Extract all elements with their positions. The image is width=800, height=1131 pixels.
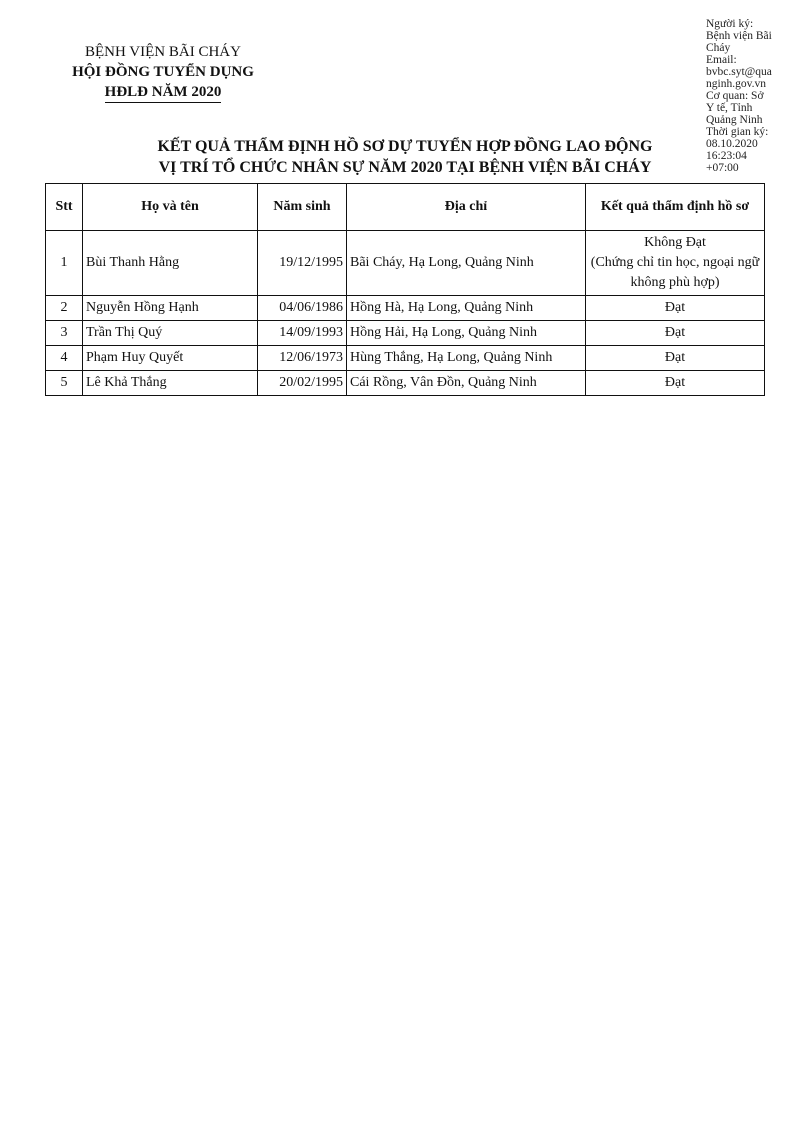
header-name: Họ và tên: [83, 184, 258, 231]
cell-name: Trần Thị Quý: [83, 321, 258, 346]
signature-line: Email:: [706, 54, 737, 66]
cell-address: Hồng Hà, Hạ Long, Quảng Ninh: [347, 296, 586, 321]
results-table: [45, 183, 765, 396]
header-stt: Stt: [46, 184, 83, 231]
signature-line: Bệnh viện Bãi: [706, 30, 772, 42]
cell-address: Bãi Cháy, Hạ Long, Quảng Ninh: [347, 231, 586, 296]
signature-line: Người ký:: [706, 18, 754, 30]
table-row: [46, 231, 765, 296]
cell-result: Đạt: [586, 321, 765, 346]
table-row: [46, 321, 765, 346]
cell-stt: 5: [46, 371, 83, 396]
cell-stt: 2: [46, 296, 83, 321]
signature-line: bvbc.syt@qua: [706, 66, 772, 78]
result-text: Không Đạt: [644, 235, 706, 250]
signature-line: +07:00: [706, 162, 739, 174]
signature-line: Y tế, Tỉnh: [706, 102, 753, 114]
cell-result: Đạt: [586, 346, 765, 371]
cell-address: Hùng Thắng, Hạ Long, Quảng Ninh: [347, 346, 586, 371]
organization-header: [48, 42, 278, 103]
cell-name: Lê Khả Thắng: [83, 371, 258, 396]
cell-dob: 04/06/1986: [258, 296, 347, 321]
contract-year-text: HĐLĐ NĂM 2020: [105, 82, 222, 103]
table-header-row: [46, 184, 765, 231]
cell-dob: 12/06/1973: [258, 346, 347, 371]
cell-name: Nguyễn Hồng Hạnh: [83, 296, 258, 321]
document-title: [100, 136, 710, 178]
cell-address: Cái Rồng, Vân Đồn, Quảng Ninh: [347, 371, 586, 396]
table-row: [46, 371, 765, 396]
signature-line: Quảng Ninh: [706, 114, 763, 126]
cell-name: Phạm Huy Quyết: [83, 346, 258, 371]
cell-address: Hồng Hải, Hạ Long, Quảng Ninh: [347, 321, 586, 346]
digital-signature: [706, 18, 796, 174]
signature-line: Thời gian ký:: [706, 126, 769, 138]
hospital-name: BỆNH VIỆN BÃI CHÁY: [85, 44, 241, 60]
header-result: Kết quả thẩm định hồ sơ: [586, 184, 765, 231]
signature-line: 08.10.2020: [706, 138, 758, 150]
cell-dob: 19/12/1995: [258, 231, 347, 296]
table-row: [46, 296, 765, 321]
header-address: Địa chỉ: [347, 184, 586, 231]
signature-line: Cháy: [706, 42, 731, 54]
cell-stt: 1: [46, 231, 83, 296]
signature-line: Cơ quan: Sở: [706, 90, 764, 102]
table-row: [46, 346, 765, 371]
signature-line: 16:23:04: [706, 150, 747, 162]
cell-dob: 14/09/1993: [258, 321, 347, 346]
council-name: HỘI ĐỒNG TUYỂN DỤNG: [72, 64, 254, 80]
title-line-1: KẾT QUẢ THẨM ĐỊNH HỒ SƠ DỰ TUYỂN HỢP ĐỒNG LAO ĐỘNG: [157, 138, 653, 155]
cell-result: [586, 231, 765, 296]
contract-year: [48, 82, 278, 103]
cell-stt: 3: [46, 321, 83, 346]
title-line-2: VỊ TRÍ TỔ CHỨC NHÂN SỰ NĂM 2020 TẠI BỆNH VIỆN BÃI CHÁY: [158, 159, 652, 176]
cell-stt: 4: [46, 346, 83, 371]
signature-line: nginh.gov.vn: [706, 78, 766, 90]
cell-dob: 20/02/1995: [258, 371, 347, 396]
cell-name: Bùi Thanh Hằng: [83, 231, 258, 296]
header-year: Năm sinh: [258, 184, 347, 231]
cell-result: Đạt: [586, 371, 765, 396]
cell-result: Đạt: [586, 296, 765, 321]
result-note: (Chứng chỉ tin học, ngoại ngữ không phù hợp): [590, 255, 760, 290]
